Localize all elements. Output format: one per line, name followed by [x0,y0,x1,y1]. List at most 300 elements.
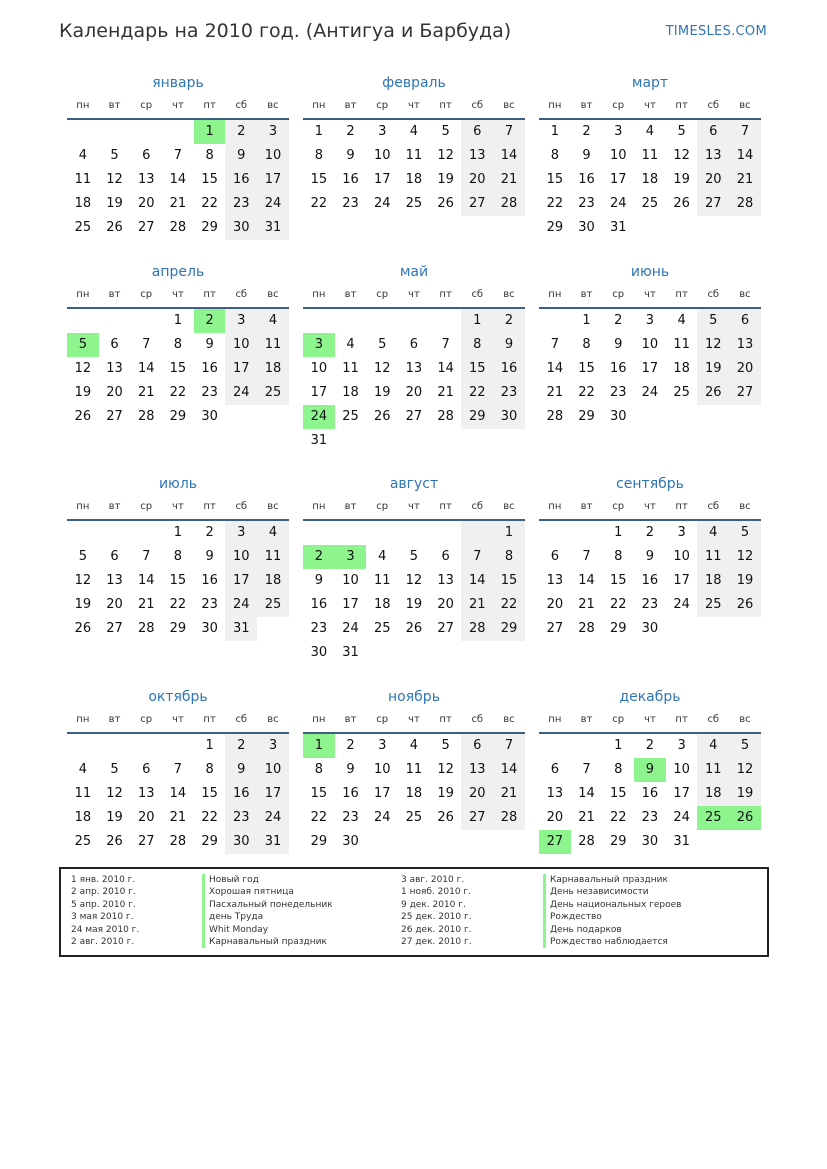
legend-holiday-name: Хорошая пятница [202,886,333,898]
day-cell: 21 [169,810,187,825]
day-cell: 11 [405,762,423,777]
day-cell: 17 [310,385,328,400]
day-cell: 7 [173,762,183,777]
weekday-header [303,285,525,309]
weekday-label: вт [344,714,357,725]
day-cell: 5 [677,124,686,139]
day-cell: 17 [609,172,627,187]
day-cell: 6 [697,120,729,144]
month-block [67,687,289,854]
day-cell: 29 [578,409,595,424]
weekday-label: чт [172,501,184,512]
day-cell: 4 [346,337,355,352]
day-cell: 16 [342,172,359,187]
day-cell: 10 [225,333,257,357]
legend-dates-left [71,874,139,948]
empty-cell [666,617,698,641]
empty-cell [493,830,525,854]
week-row [67,617,289,641]
empty-cell [130,120,162,144]
weekday-label: чт [172,714,184,725]
day-cell: 7 [729,120,761,144]
empty-cell [430,521,462,545]
legend-holiday-name: Пасхальный понедельник [202,899,333,911]
day-cell: 24 [673,810,690,825]
week-row [303,569,525,593]
legend-holiday-name: День национальных героев [543,899,681,911]
day-cell: 28 [578,621,595,636]
day-cell: 15 [609,573,627,588]
day-cell: 11 [74,172,92,187]
day-cell: 9 [314,573,323,588]
weekday-label: чт [172,289,184,300]
week-row [539,758,761,782]
day-cell: 10 [225,545,257,569]
day-cell: 25 [74,834,92,849]
day-cell: 19 [106,810,123,825]
day-cell: 24 [641,385,659,400]
day-cell: 28 [493,806,525,830]
day-cell: 17 [673,786,690,801]
day-cell: 15 [169,573,187,588]
day-cell: 12 [405,573,423,588]
weekday-label: пт [203,289,216,300]
day-cell: 20 [729,357,761,381]
empty-cell [634,216,666,240]
day-cell: 22 [609,597,627,612]
weekday-label: вт [108,501,121,512]
legend-holiday-name: Whit Monday [202,924,333,936]
weekday-header [67,497,289,521]
day-cell: 23 [609,385,627,400]
legend-date: 1 нояб. 2010 г. [401,887,472,898]
day-cell: 2 [493,309,525,333]
day-cell: 7 [582,762,591,777]
week-row [539,806,761,830]
day-cell: 12 [729,758,761,782]
week-row [67,168,289,192]
day-cell: 7 [461,545,493,569]
day-cell: 6 [729,309,761,333]
day-cell: 14 [137,361,155,376]
day-cell: 15 [169,361,187,376]
day-cell: 18 [342,385,359,400]
day-cell: 17 [342,597,359,612]
empty-cell [67,734,99,758]
day-cell: 27 [461,806,493,830]
empty-cell [430,309,462,333]
weekday-label: вт [108,289,121,300]
day-cell: 1 [493,521,525,545]
day-cell: 19 [437,172,454,187]
day-cell: 6 [550,549,559,564]
day-cell: 2 [346,738,355,753]
day-cell: 9 [225,758,257,782]
day-cell: 29 [546,220,564,235]
day-cell: 27 [405,409,423,424]
week-row [303,309,525,333]
day-cell: 19 [729,782,761,806]
weekday-label: пт [439,501,452,512]
weekday-label: ср [612,501,625,512]
empty-cell [257,617,289,641]
day-cell: 10 [257,758,289,782]
day-cell: 5 [110,148,119,163]
empty-cell [130,521,162,545]
weekday-label: пт [203,100,216,111]
day-cell: 4 [645,124,655,139]
empty-cell [539,309,571,333]
day-cell: 9 [614,337,623,352]
weekday-label: чт [644,501,656,512]
week-row [67,309,289,333]
holiday-day-cell: 5 [67,333,99,357]
weekday-label: сб [471,289,484,300]
day-cell: 1 [314,124,323,139]
day-cell: 2 [346,124,355,139]
empty-cell [398,309,430,333]
legend-holiday-name: Рождество наблюдается [543,936,681,948]
week-row [539,593,761,617]
weekday-label: сб [471,501,484,512]
day-cell: 19 [405,597,423,612]
empty-cell [571,521,603,545]
day-cell: 18 [641,172,659,187]
week-row [67,830,289,854]
weekday-label: пт [675,501,688,512]
page-title: Календарь на 2010 год. (Антигуа и Барбуда) [59,20,512,42]
day-cell: 5 [697,309,729,333]
week-row [539,381,761,405]
weekday-label: вс [739,100,751,111]
day-cell: 12 [106,172,123,187]
day-cell: 8 [493,545,525,569]
weekday-label: сб [707,100,720,111]
day-cell: 20 [697,168,729,192]
empty-cell [634,405,666,429]
empty-cell [666,405,698,429]
day-cell: 5 [78,549,87,564]
weekday-label: чт [408,501,420,512]
day-cell: 15 [201,172,218,187]
weekday-header [67,710,289,734]
empty-cell [539,521,571,545]
month-name: март [631,75,669,91]
weekday-label: сб [707,714,720,725]
week-row [539,405,761,429]
week-row [67,569,289,593]
day-cell: 19 [437,786,454,801]
empty-cell [303,521,335,545]
day-cell: 21 [137,385,155,400]
month-name: январь [152,75,204,91]
day-cell: 8 [314,762,323,777]
day-cell: 14 [137,573,155,588]
empty-cell [130,734,162,758]
day-cell: 10 [310,361,328,376]
week-row [303,405,525,429]
day-cell: 13 [106,573,123,588]
day-cell: 24 [257,192,289,216]
month-block [303,262,525,453]
day-cell: 4 [78,762,87,777]
empty-cell [398,429,430,453]
day-cell: 30 [578,220,595,235]
weekday-label: сб [235,501,248,512]
week-row [539,333,761,357]
day-cell: 13 [546,573,564,588]
day-cell: 16 [641,786,659,801]
empty-cell [398,521,430,545]
week-row [67,806,289,830]
empty-cell [697,617,729,641]
day-cell: 14 [437,361,454,376]
week-row [67,381,289,405]
legend-date: 27 дек. 2010 г. [401,936,472,947]
day-cell: 2 [582,124,591,139]
day-cell: 9 [493,333,525,357]
weekday-label: вт [580,289,593,300]
day-cell: 28 [493,192,525,216]
day-cell: 27 [106,621,123,636]
week-row [303,617,525,641]
day-cell: 24 [342,621,359,636]
holiday-day-cell: 26 [729,806,761,830]
legend-date: 26 дек. 2010 г. [401,924,472,935]
day-cell: 29 [310,834,328,849]
empty-cell [430,641,462,665]
day-cell: 3 [614,124,623,139]
week-row [67,192,289,216]
weekday-label: вт [344,289,357,300]
legend-date: 1 янв. 2010 г. [71,875,136,885]
day-cell: 22 [201,196,218,211]
day-cell: 6 [142,762,151,777]
day-cell: 26 [697,381,729,405]
day-cell: 3 [225,521,257,545]
legend-date: 2 авг. 2010 г. [71,936,135,947]
day-cell: 12 [673,148,690,163]
day-cell: 6 [142,148,151,163]
month-name: декабрь [619,689,681,705]
day-cell: 22 [609,810,627,825]
day-cell: 25 [697,593,729,617]
day-cell: 30 [225,216,257,240]
legend-holiday-name: Рождество [543,911,681,923]
holiday-day-cell: 2 [194,309,226,333]
empty-cell [366,830,398,854]
day-cell: 12 [74,361,92,376]
weekday-label: пт [675,100,688,111]
day-cell: 5 [729,521,761,545]
week-row [539,782,761,806]
day-cell: 14 [493,144,525,168]
day-cell: 4 [378,549,387,564]
legend-holiday-name: Новый год [202,874,333,886]
day-cell: 29 [169,409,187,424]
month-block [67,73,289,240]
day-cell: 13 [137,172,155,187]
day-cell: 24 [225,381,257,405]
day-cell: 15 [578,361,595,376]
day-cell: 8 [205,762,214,777]
weekday-header [67,96,289,120]
day-cell: 15 [546,172,564,187]
empty-cell [461,429,493,453]
week-row [67,545,289,569]
legend-dates-right [401,874,472,948]
empty-cell [366,641,398,665]
day-cell: 3 [645,313,655,328]
day-cell: 9 [205,337,214,352]
month-block [67,474,289,641]
day-cell: 27 [437,621,454,636]
day-cell: 7 [173,148,183,163]
holiday-day-cell: 3 [303,333,335,357]
week-row [539,144,761,168]
legend-names-left [202,874,333,948]
day-cell: 24 [373,810,391,825]
day-cell: 29 [461,405,493,429]
week-row [303,545,525,569]
day-cell: 28 [137,621,155,636]
day-cell: 3 [677,738,686,753]
day-cell: 14 [578,573,595,588]
week-row [539,192,761,216]
day-cell: 15 [609,786,627,801]
day-cell: 8 [173,549,183,564]
day-cell: 24 [673,597,690,612]
weekday-label: вт [580,100,593,111]
day-cell: 26 [673,196,690,211]
brand-link[interactable]: TIMESLES.COM [665,24,767,39]
weekday-label: пт [439,289,452,300]
day-cell: 7 [441,337,450,352]
empty-cell [257,405,289,429]
week-row [539,168,761,192]
day-cell: 25 [405,810,423,825]
weekday-label: пн [76,501,90,512]
day-cell: 28 [437,409,454,424]
weekday-label: пт [203,501,216,512]
day-cell: 22 [310,196,328,211]
legend-holiday-name: день Труда [202,911,333,923]
day-cell: 13 [546,786,564,801]
day-cell: 22 [201,810,218,825]
weekday-label: пт [675,714,688,725]
weekday-label: вт [344,501,357,512]
weekday-label: вс [267,100,279,111]
day-cell: 1 [582,313,591,328]
day-cell: 23 [225,806,257,830]
day-cell: 21 [137,597,155,612]
weekday-label: вс [739,501,751,512]
day-cell: 9 [346,762,355,777]
day-cell: 11 [641,148,659,163]
empty-cell [430,429,462,453]
day-cell: 30 [641,834,659,849]
holiday-day-cell: 24 [303,405,335,429]
empty-cell [666,216,698,240]
day-cell: 18 [673,361,690,376]
weekday-header [539,96,761,120]
day-cell: 28 [729,192,761,216]
day-cell: 18 [405,786,423,801]
day-cell: 30 [493,405,525,429]
day-cell: 26 [74,621,92,636]
day-cell: 1 [614,525,623,540]
empty-cell [225,405,257,429]
day-cell: 8 [582,337,591,352]
day-cell: 2 [614,313,623,328]
weekday-header [303,497,525,521]
day-cell: 20 [546,810,564,825]
week-row [67,758,289,782]
day-cell: 27 [697,192,729,216]
day-cell: 1 [461,309,493,333]
day-cell: 26 [106,220,123,235]
legend-date: 25 дек. 2010 г. [401,912,472,923]
day-cell: 6 [110,337,119,352]
day-cell: 29 [609,621,627,636]
weekday-label: пт [203,714,216,725]
day-cell: 23 [493,381,525,405]
month-block [303,687,525,854]
weekday-label: вт [580,501,593,512]
week-row [67,144,289,168]
day-cell: 27 [137,220,155,235]
day-cell: 8 [314,148,323,163]
day-cell: 14 [729,144,761,168]
weekday-label: вт [108,714,121,725]
day-cell: 23 [641,597,659,612]
day-cell: 5 [378,337,387,352]
weekday-label: чт [644,714,656,725]
week-row [67,521,289,545]
week-row [67,734,289,758]
weekday-label: ср [612,289,625,300]
day-cell: 9 [645,549,655,564]
weekday-label: сб [235,100,248,111]
day-cell: 25 [342,409,359,424]
weekday-label: вс [267,501,279,512]
day-cell: 12 [74,573,92,588]
day-cell: 9 [225,144,257,168]
day-cell: 24 [609,196,627,211]
day-cell: 22 [546,196,564,211]
month-block [303,474,525,665]
weekday-label: пн [76,289,90,300]
weekday-label: сб [235,289,248,300]
day-cell: 26 [405,621,423,636]
day-cell: 14 [578,786,595,801]
week-row [67,782,289,806]
day-cell: 17 [373,172,391,187]
day-cell: 4 [677,313,686,328]
day-cell: 21 [578,597,595,612]
holiday-day-cell: 2 [303,545,335,569]
day-cell: 25 [373,621,391,636]
day-cell: 22 [461,381,493,405]
weekday-label: пн [312,100,326,111]
day-cell: 14 [169,172,187,187]
day-cell: 30 [310,645,328,660]
weekday-label: сб [707,289,720,300]
weekday-header [303,710,525,734]
day-cell: 14 [546,361,564,376]
day-cell: 30 [201,621,218,636]
day-cell: 26 [373,409,391,424]
